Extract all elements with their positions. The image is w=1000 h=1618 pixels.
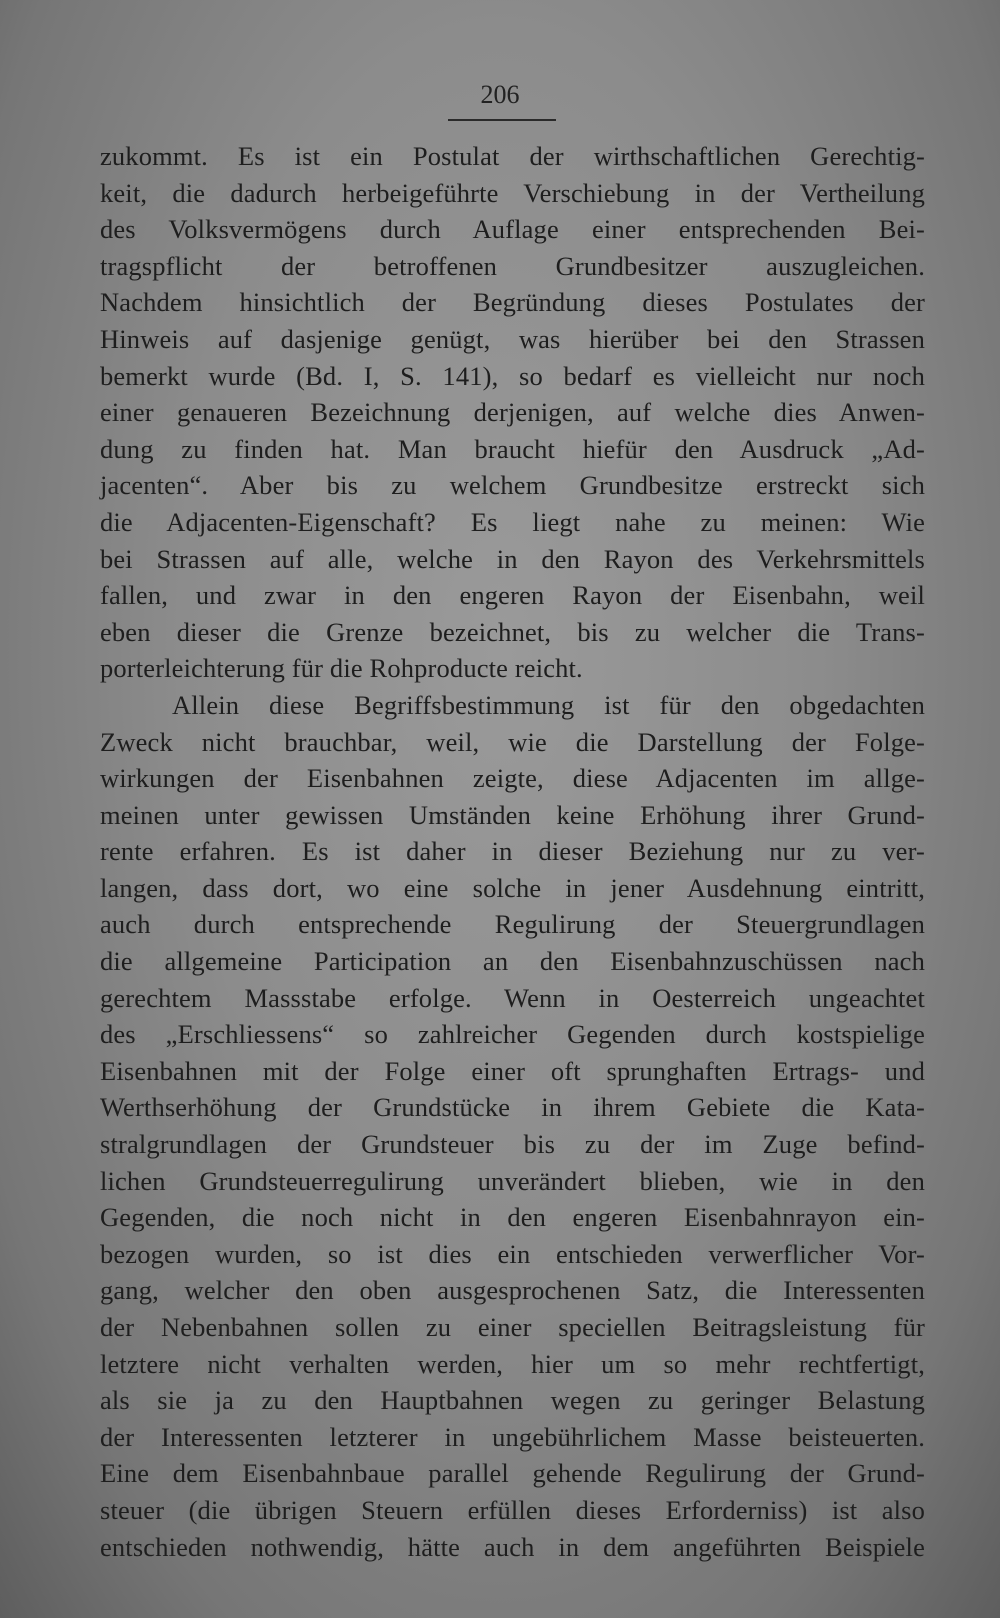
text-line: lichen Grundsteuerregulirung unverändert blieben, wie in den bbox=[100, 1165, 925, 1196]
text-line: eben dieser die Grenze bezeichnet, bis zu welcher die Trans- bbox=[100, 616, 925, 647]
text-line: bei Strassen auf alle, welche in den Rayon des Verkehrsmittels bbox=[100, 543, 925, 574]
text-line: gerechtem Massstabe erfolge. Wenn in Oesterreich ungeachtet bbox=[100, 982, 925, 1013]
text-line: Hinweis auf dasjenige genügt, was hierüber bei den Strassen bbox=[100, 323, 925, 354]
text-line: keit, die dadurch herbeigeführte Verschiebung in der Vertheilung bbox=[100, 177, 925, 208]
text-line: jacenten“. Aber bis zu welchem Grundbesitze erstreckt sich bbox=[100, 470, 925, 501]
text-line: die Adjacenten-Eigenschaft? Es liegt nahe zu meinen: Wie bbox=[100, 506, 925, 537]
text-line: meinen unter gewissen Umständen keine Erhöhung ihrer Grund- bbox=[100, 799, 925, 830]
text-line: Allein diese Begriffsbestimmung ist für den obgedachten bbox=[172, 689, 925, 720]
text-line: der Nebenbahnen sollen zu einer speciellen Beitragsleistung für bbox=[100, 1312, 925, 1342]
text-line: Eine dem Eisenbahnbaue parallel gehende Regulirung der Grund- bbox=[100, 1458, 925, 1489]
text-line: letztere nicht verhalten werden, hier um so mehr rechtfertigt, bbox=[100, 1348, 925, 1379]
text-line: des „Erschliessens“ so zahlreicher Gegenden durch kostspielige bbox=[100, 1019, 925, 1050]
text-line: tragspflicht der betroffenen Grundbesitzer auszugleichen. bbox=[100, 250, 925, 281]
text-line: bemerkt wurde (Bd. I, S. 141), so bedarf es vielleicht nur noch bbox=[100, 360, 925, 391]
text-line: gang, welcher den oben ausgesprochenen Satz, die Interessenten bbox=[100, 1275, 925, 1306]
text-line: Gegenden, die noch nicht in den engeren Eisenbahnrayon ein- bbox=[100, 1202, 925, 1233]
text-line: fallen, und zwar in den engeren Rayon der Eisenbahn, weil bbox=[100, 580, 925, 611]
text-line: entschieden nothwendig, hätte auch in dem angeführten Beispiele bbox=[100, 1531, 925, 1562]
text-line: die allgemeine Participation an den Eisenbahnzuschüssen nach bbox=[100, 946, 925, 977]
text-line: bezogen wurden, so ist dies ein entschieden verwerflicher Vor- bbox=[100, 1238, 925, 1269]
text-line: wirkungen der Eisenbahnen zeigte, diese Adjacenten im allge- bbox=[100, 763, 925, 794]
text-line: stralgrundlagen der Grundsteuer bis zu der im Zuge befind- bbox=[100, 1129, 925, 1160]
text-line: Werthserhöhung der Grundstücke in ihrem Gebiete die Kata- bbox=[100, 1092, 925, 1123]
text-line: rente erfahren. Es ist daher in dieser Beziehung nur zu ver- bbox=[100, 836, 925, 867]
text-line: Zweck nicht brauchbar, weil, wie die Darstellung der Folge- bbox=[100, 726, 925, 757]
text-line: Nachdem hinsichtlich der Begründung dieses Postulates der bbox=[100, 287, 925, 318]
text-line: Eisenbahnen mit der Folge einer oft sprunghaften Ertrags- und bbox=[100, 1055, 925, 1086]
text-line: als sie ja zu den Hauptbahnen wegen zu geringer Belastung bbox=[100, 1385, 925, 1416]
text-line: dung zu finden hat. Man braucht hiefür den Ausdruck „Ad- bbox=[100, 433, 925, 464]
text-line: der Interessenten letzterer in ungebührlichem Masse beisteuerten. bbox=[100, 1421, 925, 1452]
text-line: steuer (die übrigen Steuern erfüllen dieses Erforderniss) ist also bbox=[100, 1494, 925, 1525]
text-line: des Volksvermögens durch Auflage einer entsprechenden Bei- bbox=[100, 214, 925, 245]
text-line: einer genaueren Bezeichnung derjenigen, auf welche dies Anwen- bbox=[100, 397, 925, 428]
header-rule bbox=[448, 119, 556, 121]
text-line: auch durch entsprechende Regulirung der Steuergrundlagen bbox=[100, 909, 925, 940]
text-line: porterleichterung für die Rohproducte reicht. bbox=[100, 653, 583, 684]
text-line: langen, dass dort, wo eine solche in jener Ausdehnung eintritt, bbox=[100, 872, 925, 903]
text-line: zukommt. Es ist ein Postulat der wirthschaftlichen Gerechtig- bbox=[100, 141, 925, 171]
page-number: 206 bbox=[480, 80, 520, 109]
body-text bbox=[100, 138, 925, 1565]
